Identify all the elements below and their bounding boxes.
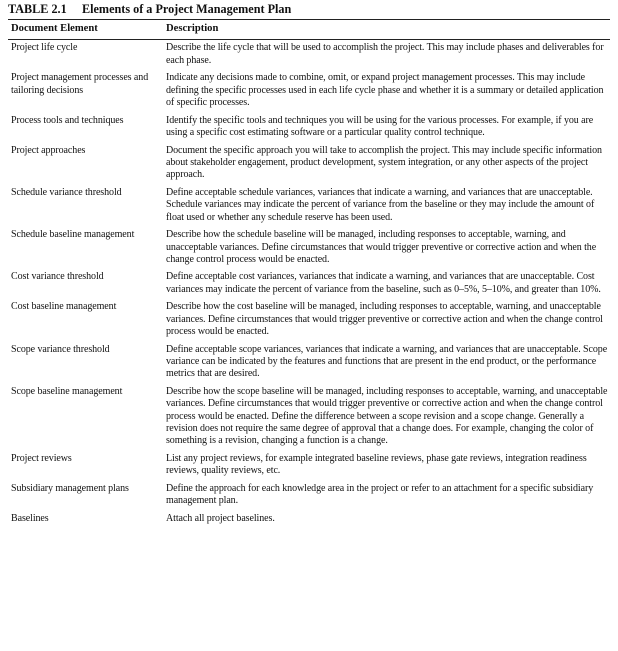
table-row [8,451,610,481]
row-description: Define acceptable scope variances, variances that indicate a warning, and variances that are unacceptable. Scope variance can be indicated by the features and functions that are present in the end product, or the performance metrics that are desired. [166,343,608,380]
table-row [8,185,610,227]
row-element: Cost variance threshold [11,271,104,283]
row-element: Baselines [11,512,49,524]
column-header-description: Description [166,23,219,34]
table-row [8,40,610,70]
table-row [8,510,610,528]
column-header-element: Document Element [11,23,98,34]
table-row [8,227,610,269]
row-element: Project reviews [11,452,72,464]
row-element: Schedule variance threshold [11,186,122,198]
row-element: Project approaches [11,144,86,156]
table-header [8,20,610,39]
table-row [8,142,610,184]
row-description: Indicate any decisions made to combine, omit, or expand project management processes. This may include defining the specific processes used in each life cycle phase and whether it is a summary or detailed application of specific processes. [166,72,604,108]
row-description: Attach all project baselines. [166,512,275,524]
table-row [8,481,610,511]
table-title: Elements of a Project Management Plan [82,2,292,16]
row-description: Define the approach for each knowledge area in the project or refer to an attachment for a specific subsidiary management plan. [166,482,594,507]
row-element: Schedule baseline management [11,229,135,241]
row-element: Process tools and techniques [11,114,124,126]
table-row [8,299,610,341]
table-row [8,70,610,112]
table-row [8,384,610,451]
row-element: Scope baseline management [11,386,123,398]
row-description: Identify the specific tools and techniques you will be using for the various processes. For example, if you are using a specific cost estimating software or a particular quality control technique. [166,114,594,138]
table-caption [8,2,610,18]
table-row [8,112,610,142]
table-number: TABLE 2.1 [8,2,67,16]
row-element: Scope variance threshold [11,343,110,355]
table-row [8,269,610,299]
row-description: List any project reviews, for example integrated baseline reviews, phase gate reviews, integration readiness reviews, quality reviews, etc. [166,452,587,477]
row-description: Document the specific approach you will take to accomplish the project. This may include specific information about stakeholder engagement, product development, system integration, or any other aspects of the project approach. [166,144,602,181]
row-description: Describe how the schedule baseline will be managed, including responses to acceptable, warning, and unacceptable variances. Define circumstances that would trigger preventive or corrective action and when the change control process would be enacted. [166,229,597,265]
row-element: Cost baseline management [11,301,117,313]
row-description: Describe the life cycle that will be used to accomplish the project. This may include phases and deliverables for each phase. [166,42,604,66]
table-row [8,341,610,383]
row-description: Define acceptable schedule variances, variances that indicate a warning, and variances that are unacceptable. Schedule variances may indicate the percent of variance from the baseline or they may include the amount of float used or whether any schedule reserve has been used. [166,186,595,223]
row-description: Describe how the scope baseline will be managed, including responses to acceptable, warning, and unacceptable variances. Define circumstances that would trigger preventive or corrective action and when the change control process would be enacted. Define the difference between a scope revision and a scope change. Generally a revision does not require the same degree of approval that a change does. For example, changing the color of something is a revision, changing a function is a change. [166,386,608,447]
table-body [8,40,610,528]
row-element: Project management processes and tailoring decisions [11,72,149,96]
row-element: Project life cycle [11,42,78,54]
row-description: Describe how the cost baseline will be managed, including responses to acceptable, warning, and unacceptable variances. Define circumstances that would trigger preventive or corrective action and when the change control process would be enacted. [166,301,603,338]
row-description: Define acceptable cost variances, variances that indicate a warning, and variances that are unacceptable. Cost variances may indicate the percent of variance from the baseline, such as 0–5%, 5–10%, and greater than 10%. [166,271,601,295]
row-element: Subsidiary management plans [11,482,129,494]
